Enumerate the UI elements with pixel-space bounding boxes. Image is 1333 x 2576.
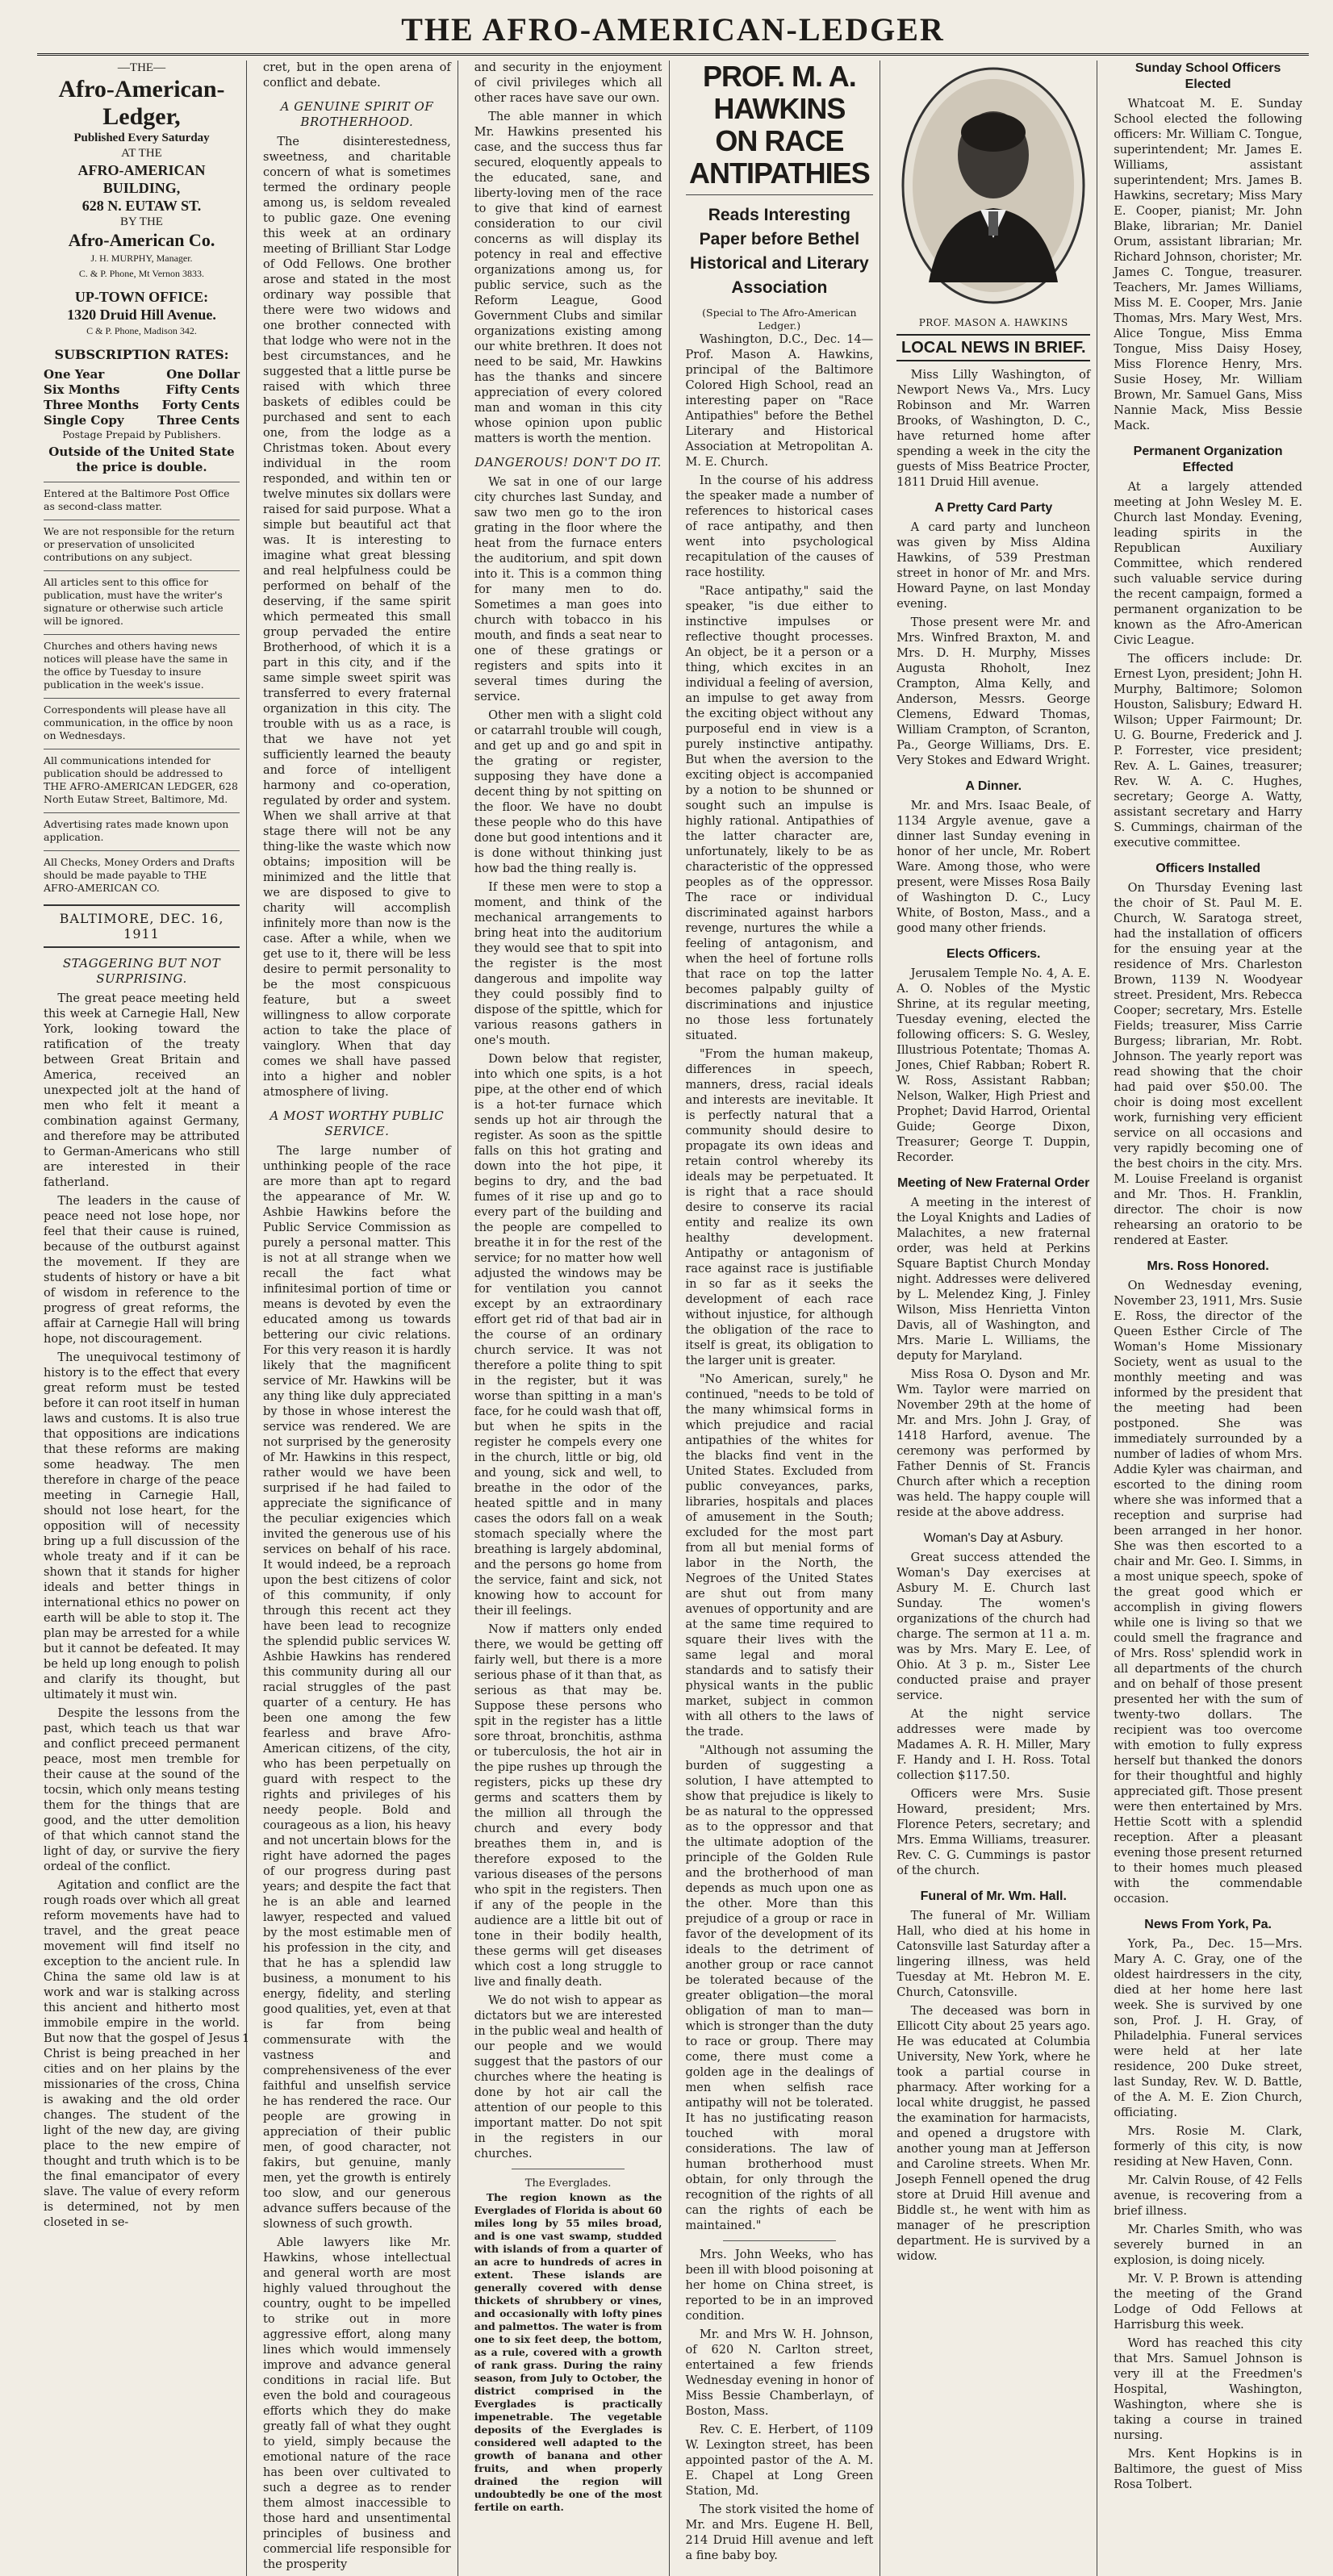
news-paragraph: Those present were Mr. and Mrs. Winfred Braxton, M. and Mrs. D. H. Murphy, Misses Augusta Rhoholt, Inez Crampton, Alma Kelly, and Anderson, Messrs. George Clemens, Edward Thomas, William Crampton, of Scranton, Pa., George Williams, Drs. E. Very Stokes and Edward Wright. xyxy=(896,616,1091,767)
article-paragraph: The great peace meeting held this week at Carnegie Hall, New York, looking toward the ratification of the treaty between Great Britain and America, received an unexpected jolt at the hand of men who felt it meant a combination against Germany, and therefore may be attributed to German-Americans who still are interested in their fatherland. xyxy=(44,992,240,1189)
colophon-street: 628 N. EUTAW ST. xyxy=(81,198,202,214)
outside-note: Outside of the United State the price is double. xyxy=(48,445,235,474)
notice: Correspondents will please have all communication, in the office by noon on Wednesdays. xyxy=(44,698,240,742)
uptown-phone: C & P. Phone, Madison 342. xyxy=(86,325,197,336)
column-2 xyxy=(257,61,458,2576)
columns xyxy=(37,60,1309,2571)
article-paragraph: We sat in one of our large city churches last Sunday, and saw two men go to the iron grating in the floor where the heat from the furnace enters the auditorium, and spit down into it. This is a common thing for many men to do. Sometimes a man goes into church with tobacco in his mouth, and finds a seat near to one of these gratings or registers and spits into it several times during the service. xyxy=(474,476,662,703)
column-1 xyxy=(37,61,247,2576)
entered-note: Entered at the Baltimore Post Office as second-class matter. xyxy=(44,482,240,513)
notice: All articles sent to this office for publication, must have the writer's signature or otherwise such article will be ignored. xyxy=(44,570,240,628)
article-paragraph: Despite the lessons from the past, which teach us that war and conflict preceed permanent peace, most men tremble for their cause at the sound of the tocsin, which only means testing them for the things that are good, and the utter demolition of that which cannot stand the light of day, or survive the fiery ordeal of the conflict. xyxy=(44,1707,240,1873)
news-paragraph: Mr. Calvin Rouse, of 42 Fells avenue, is recovering from a brief illness. xyxy=(1114,2174,1302,2218)
colophon-at: AT THE xyxy=(121,147,162,160)
masthead: THE AFRO-AMERICAN-LEDGER xyxy=(37,11,1309,56)
news-heading: Officers Installed xyxy=(1155,862,1261,875)
article-paragraph: "Although not assuming the burden of suggesting a solution, I have attempted to show that prejudice is likely to be as natural to the oppressed as to the oppressor and that the ultimate adoption of the principle of the Golden Rule and the brotherhood of man depends as much upon one as the other. More than this prejudice of a group or race in favor of the development of its ideals to the detriment of another group or race cannot be tolerated because of the greater obligation—the moral obligation of man to man—which is stronger than the duty to race or group. There may come, there must come a golden age in the dealings of men when selfish race antipathy will not be tolerated. It has no justificating reason touched with moral considerations. The law of human brotherhood must obtain, for only through the recognition of the rights of all can the rights of each be maintained." xyxy=(685,1744,874,2232)
article-paragraph: The able manner in which Mr. Hawkins presented his case, and the success thus far secured, eloquently appeals to the educated, sane, and liberty-loving men of the race to give that kind of earnest consideration to our civil concerns as will display its potency in real and effective organizations among us, for public service, such as the Reform League, Good Government Clubs and similar organizations existing among our white brethren. It does not need to be said, Mr. Hawkins has the thanks and sincere appreciation of every colored man and woman in this city whose opinion upon public matters is worth the mention. xyxy=(474,111,662,445)
news-paragraph: At a largely attended meeting at John Wesley M. E. Church last Monday. Evening, leading spirits in the Republican Auxiliary Committee, which rendered such valuable service during the recent campaign, formed a permanent organization to be known as the Afro-American Civic League. xyxy=(1114,481,1302,647)
news-paragraph: Mr. and Mrs. Isaac Beale, of 1134 Argyle avenue, gave a dinner last Sunday evening in honor of her uncle, Mr. Robert Ware. Among those, who were present, were Misses Rosa Baily of Washington D. C., Lucy White, of Boston, Mass., and a good many other friends. xyxy=(896,800,1091,935)
notice: Advertising rates made known upon application. xyxy=(44,812,240,844)
column-6 xyxy=(1107,61,1309,2576)
news-paragraph: On Wednesday evening, November 23, 1911, Mrs. Susie E. Ross, the director of the Queen Esther Circle of The Woman's Home Missionary Society, went as usual to the monthly meeting and was informed by the president that the meeting had been postponed. She was immediately surrounded by a number of ladies of whom Mrs. Addie Kyler was chairman, and escorted to the dining room where she was informed that a reception and surprise had been arranged in her honor. She was then escorted to a chair and Mr. Geo. I. Simms, in a most unique speech, spoke of the great good which er accomplish in giving flowers while one is living so that we could smell the fragrance and of Mrs. Ross' splendid work in all departments of the church and on behalf of those present presented her with the sum of twenty-two dollars. The recipient was too overcome with emotion to fully express herself but thanked the donors for their thoughtful and highly appreciated gift. Those present were then entertained by Mrs. Hettie Scott with a splendid reception. After a pleasant evening those present returned to their homes much pleased with the commendable occasion. xyxy=(1114,1280,1302,1906)
page-number: 1 xyxy=(242,2032,249,2045)
portrait-icon xyxy=(896,65,1090,307)
colophon-by: BY THE xyxy=(120,215,163,228)
deck-headline: Reads Interesting Paper before Bethel Historical and Literary Association xyxy=(690,206,869,297)
portrait-caption: PROF. MASON A. HAWKINS xyxy=(896,315,1090,336)
news-heading: Meeting of New Fraternal Order xyxy=(897,1176,1090,1190)
column-4 xyxy=(679,61,881,2576)
news-paragraph: York, Pa., Dec. 15—Mrs. Mary A. C. Gray, one of the oldest hairdressers in the city, died at her home here last week. She is survived by one son, Prof. J. H. Gray, of Philadelphia. Funeral services were held at her late residence, 200 Duke street, last Sunday, Rev. W. D. Battle, of the A. M. E. Zion Church, officiating. xyxy=(1114,1938,1302,2119)
article-paragraph: Mr. and Mrs W. H. Johnson, of 620 N. Carlton street, entertained a few friends Wednesday evening in honor of Miss Bessie Chamberlayn, of Boston, Mass. xyxy=(685,2328,874,2418)
news-heading: Permanent Organization Effected xyxy=(1133,445,1283,474)
article-paragraph: "Race antipathy," said the speaker, "is due either to instinctive impulses or reflective thought processes. An object, be it a person or a thing, which excites in an individual a feeling of aversion, an impulse to get away from the exciting object without any purposeful end in view is a purely instinctive antipathy. But when the aversion to the exciting object is accompanied by a notion to be shunned or sought such an impulse is highly rational. Antipathies of the latter character are, unfortunately, likely to be as characteristic of the oppressed peoples as of the oppressor. The race or individual discriminated against harbors revenge, nurtures the while a feeling of antagonism, and when the heel of fortune rolls that race on top the latter becomes palpably guilty of discriminations and injustice no those less fortunately situated. xyxy=(685,585,874,1042)
article-paragraph: Now if matters only ended there, we would be getting off fairly well, but there is a more serious phase of it than that, as serious as that may be. Suppose these persons who spit in the register has a little sore throat, bronchitis, asthma or tuberculosis, the hot air in the pipe rushes up through the registers, picks up these dry germs and scatters them by the million all through the church and every body breathes them in, and is therefore exposed to the various diseases of the persons who spit in the registers. Then if any of the people in the audience are a little bit out of tone in their bodily health, these germs will get diseases which cost a long struggle to live and finally death. xyxy=(474,1623,662,1989)
banner-headline: PROF. M. A. HAWKINS ON RACE ANTIPATHIES xyxy=(686,61,874,195)
article-paragraph: The leaders in the cause of peace need not lose hope, nor feel that their cause is ruined, because of the outburst against the movement. If they are students of history or have a bit of wisdom in reference to the progress of great reforms, the affair at Carnegie Hall will bring hope, not discouragement. xyxy=(44,1195,240,1346)
article-heading: The Everglades. xyxy=(524,2177,612,2190)
article-paragraph: Down below that register, into which one spits, is a hot pipe, at the other end of which is a hot-ter furnace which sends up hot air through the register. As soon as the spittle falls on this hot grating and down into the hot pipe, it begins to dry, and the bad fumes of it rise up and go to every part of the building and the people are compelled to breathe it in for the rest of the service; for no matter how well adjusted the windows may be for ventilation you cannot except by an extraordinary effort get rid of that bad air in the course of an ordinary church service. It was not therefore a polite thing to spit in the register, but it was worse than spitting in a man's face, for he could wash that off, but when he spits in the register he compels every one in the church, little or big, old and young, sick and well, to breathe in the odor of the heated spittle and in many cases the odors fall on a weak stomach specially where the breathing is largely abdominal, and the persons go home from the service, faint and sick, not knowing how to account for their ill feelings. xyxy=(474,1053,662,1618)
rate-row: One Year One Dollar xyxy=(44,367,240,382)
article-heading: DANGEROUS! DON'T DO IT. xyxy=(474,455,662,470)
article-paragraph: Agitation and conflict are the rough roads over which all great reform movements have had to travel, and the great peace movement will find itself no exception to the ancient rule. In China the same old law is at work and war is stalking across this ancient and hitherto most immobile empire in the world. But now that the gospel of Jesus Christ is being preached in her cities and on her plains by the missionaries of the cross, China is awaking and the old order changes. The student of the light of the new day, are giving place to the new empire of thought and truth which is to be the final emancipator of every slave. The value of every reform is determined, not by men closeted in se- xyxy=(44,1879,240,2229)
article-paragraph: We do not wish to appear as dictators but we are interested in the public weal and health of our people and we would suggest that the pastors of our churches where the heating is done by hot air call the attention of our people to this important matter. Do not spit in the registers in our churches. xyxy=(474,1994,662,2161)
news-paragraph: The deceased was born in Ellicott City about 25 years ago. He was educated at Columbia University, New York, where he took a partial course in pharmacy. After working for a local white druggist, he passed the examination for harmacists, and opened a drugstore with another young man at Jefferson and Caroline streets. When Mr. Joseph Fennell opened the drug store at Druid Hill avenue and Biddle st., he went with him as manager of he prescription department. He is survived by a widow. xyxy=(896,2005,1091,2263)
uptown-office: UP-TOWN OFFICE: xyxy=(74,289,209,305)
article-paragraph: The large number of unthinking people of the race are more than apt to regard the appearance of Mr. W. Ashbie Hawkins before the Public Service Commission as purely a personal matter. This is not at all strange when we recall the fact what infinitesimal portion of time or means is devoted by even the educated among us towards bettering our civic relations. For this very reason it is hardly likely that the magnificent service of Mr. Hawkins will be any thing like duly appreciated by those in whose interest the service was rendered. We are not surprised by the generosity of Mr. Hawkins in this respect, rather would we have been surprised if he had failed to appreciate the significance of the peculiar exigencies which invited the generous use of his services on behalf of his race. It would indeed, be a reproach upon the best citizens of color of this community, if only through this recent act they have been lead to recognize the splendid public services W. Ashbie Hawkins has rendered this community during all our racial struggles of the past quarter of a century. He has been one among the few fearless and brave Afro-American citizens, of the city, who has been perpetually on guard with respect to the rights and privileges of his needy people. Bold and courageous as a lion, his heavy and not uncertain blows for the right have adorned the pages of our progress during past years; and despite the fact that he is an able and learned lawyer, respected and valued by the most estimable men of his profession in the city, and that he has a splendid law business, a monument to his energy, fidelity, and sterling good qualities, yet, even at that is far from being commensurate with the vastness and comprehensiveness of the ever faithful and unselfish service he has rendered the race. Our people are growing in appreciation of their public men, of good character, not fakirs, but genuine, manly men, yet the growth is entirely too slow, and our generous advance suffers because of the slowness of such growth. xyxy=(263,1145,451,2231)
notice: All communications intended for publication should be addressed to THE AFRO-AMERICAN LEDGER, 628 North Eutaw Street, Baltimore, Md. xyxy=(44,749,240,806)
colophon-phone: C. & P. Phone, Mt Vernon 3833. xyxy=(78,268,205,279)
article-paragraph: "From the human makeup, differences in speech, manners, dress, racial ideals and interests are inevitable. It is perfectly natural that a community should desire to propagate its own ideas and retain control whereby its ideals may be perpetuated. It is right that a race should desire to conserve its racial entity and realize its own healthy development. Antipathy or antagonism of race against race is justifiable in so far as it seeks the development of each race without injustice, for although the obligation of the race to itself is great, its obligation to the larger unit is greater. xyxy=(685,1048,874,1367)
news-paragraph: Jerusalem Temple No. 4, A. E. A. O. Nobles of the Mystic Shrine, at its regular meeting, Tuesday evening, elected the following officers: S. G. Wesley, Illustrious Potentate; Thomas A. Jones, Chief Rabban; Robert R. W. Ross, Assistant Rabban; Nelson, Walker, High Priest and Prophet; David Harrod, Oriental Guide; George Dixon, Treasurer; George T. Duppin, Recorder. xyxy=(896,967,1091,1164)
portrait-photo xyxy=(896,61,1090,311)
news-paragraph: On Thursday Evening last the choir of St. Paul M. E. Church, W. Saratoga street, had the installation of officers for the ensuing year at the residence of Mrs. Charleston Brown, 1139 N. Woodyear street. President, Mrs. Rebecca Cooper; secretary, Mrs. Estelle Fields; treasurer, Miss Carrie Burgess; librarian, Mr. Robt. Johnson. The yearly report was read showing that the choir had paid over $50.00. The choir is doing most excellent work, furnishing very efficient service on all occasions and very rapidly becoming one of the best choirs in the city. Mrs. M. Louise Freeland is organist and Mr. Thos. H. Franklin, director. The choir is now rehearsing an oratorio to be rendered at Easter. xyxy=(1114,882,1302,1247)
article-heading: A GENUINE SPIRIT OF BROTHERHOOD. xyxy=(280,99,434,129)
article-paragraph: Rev. C. E. Herbert, of 1109 W. Lexington street, has been appointed pastor of the A. M. E. Chapel at Long Green Station, Md. xyxy=(685,2424,874,2498)
dateline: BALTIMORE, DEC. 16, 1911 xyxy=(44,904,240,948)
colophon xyxy=(44,61,240,339)
article-paragraph: Mrs. John Weeks, who has been ill with blood poisoning at her home on China street, is reported to be in an improved condition. xyxy=(685,2248,874,2323)
colophon-published: Published Every Saturday xyxy=(73,132,210,144)
article-paragraph: "No American, surely," he continued, "needs to be told of the many whimsical forms in which prejudice and racial antipathies of the whites for the blacks find vent in the United States. Excluded from public conveyances, parks, libraries, hospitals and places of amusement in the South; excluded for the most part from all but menial forms of labor in the North, the Negroes of the United States are shut out from many avenues of opportunity and are at the same time required to square their lives with the same legal and moral standards and to satisfy their physical wants in the public market, subject in common with all others to the laws of the trade. xyxy=(685,1373,874,1739)
colophon-the: —THE— xyxy=(117,61,166,74)
notice: Churches and others having news notices will please have the same in the office by Tuesday to insure publication in the week's issue. xyxy=(44,634,240,691)
column-5 xyxy=(890,61,1097,2576)
article-paragraph: The disinterestedness, sweetness, and charitable concern of what is sometimes termed the ordinary people among us, is seldom revealed to public gaze. One evening this week at an ordinary meeting of Brilliant Star Lodge of Odd Fellows. One brother arose and stated in the most ordinary way possible that there were two widows and one brother connected with that lodge who were not in the best circumstances, and he suggested that a little purse be raised with which three baskets of edibles could be purchased and sent to each one, from the lodge as a Christmas token. About every individual in the room responded, and within ten or twelve minutes six dollars were raised for said purpose. What a simple but beautiful act that was. It is interesting to imagine what great blessing and real helpfulness could be performed on behalf of the deserving, if the same spirit which permeated this small group pervaded the entire Brotherhood, of which it is a part in this city, and if the same simple sweet spirit was transferred to every fraternal organization in this city. The trouble with us as a race, is that we have not yet sufficiently learned the beauty and force of intelligent harmony and co-operation, regulated by order and system. When we shall arrive at that stage there will not be any thing-like the waste which now obtains; imposition will be minimized and the little that we are disposed to give to charity will accomplish infinitely more than now is the case. After a while, when we get use to it, there will be less desire to permit personality to be the most conspicuous feature, but a sweet willingness to allow corporate action to take the place of vainglory. When that day comes we shall have passed into a higher and nobler atmosphere of living. xyxy=(263,136,451,1099)
section-heading: LOCAL NEWS IN BRIEF. xyxy=(896,340,1090,361)
news-heading: Funeral of Mr. Wm. Hall. xyxy=(920,1889,1067,1903)
article-paragraph: The region known as the Everglades of Florida is about 60 miles long by 55 miles broad, and is one vast swamp, studded with islands of from a quarter of an acre to hundreds of acres in extent. These islands are generally covered with dense thickets of shrubbery or vines, and occasionally with lofty pines and palmettos. The water is from one to six feet deep, the bottom, as a rule, covered with a growth of rank grass. During the rainy season, from July to October, the district comprised in the Everglades is practically impenetrable. The vegetable deposits of the Everglades is considered well adapted to the growth of banana and other fruits, and when properly drained the region will undoubtedly be one of the most fertile on earth. xyxy=(474,2191,662,2513)
news-paragraph: At the night service addresses were made by Madames A. R. H. Miller, Mary F. Handy and I. H. Ross. Total collection $117.50. xyxy=(896,1708,1091,1782)
rate-row: Three Months Forty Cents xyxy=(44,398,240,412)
article-paragraph: The stork visited the home of Mr. and Mrs. Eugene H. Bell, 214 Druid Hill avenue and left a fine baby boy. xyxy=(685,2503,874,2562)
news-paragraph: The officers include: Dr. Ernest Lyon, president; John H. Murphy, Baltimore; Solomon Houston, Salisbury; Edward H. Wilson; Upper Fairmount; Dr. U. G. Bourne, Frederick and J. P. Forrester, vice president; Rev. A. L. Gaines, treasurer; Rev. W. A. C. Hughes, secretary; George A. Watty, assistant secretary and Harry S. Cummings, chairman of the executive committee. xyxy=(1114,653,1302,850)
notice: All Checks, Money Orders and Drafts should be made payable to THE AFRO-AMERICAN CO. xyxy=(44,850,240,895)
article-paragraph: and security in the enjoyment of civil privileges which all other races have save our own. xyxy=(474,61,662,105)
article-paragraph: Washington, D.C., Dec. 14—Prof. Mason A. Hawkins, principal of the Baltimore Colored High School, read an interesting paper on "Race Antipathies" before the Bethel Literary and Historical Association at Metropolitan A. M. E. Church. xyxy=(685,333,874,469)
news-heading: Sunday School Officers Elected xyxy=(1135,61,1281,91)
special-note: (Special to The Afro-American Ledger.) xyxy=(702,307,857,332)
article-paragraph: If these men were to stop a moment, and think of the mechanical arrangements to bring heat into the auditorium they would see that to spit into the register is the most dangerous and impolite way they could possibly find to dispose of the spittle, which for various reasons gathers in one's mouth. xyxy=(474,881,662,1047)
article-paragraph: cret, but in the open arena of conflict and debate. xyxy=(263,61,451,90)
news-paragraph: A meeting in the interest of the Loyal Knights and Ladies of Malachites, a new fraternal order, was held at Perkins Square Baptist Church Monday night. Addresses were delivered by L. Melendez King, J. Finley Wilson, Miss Henrietta Vinton Davis, all of Washington, and Mrs. Marie L. Williams, the deputy for Maryland. xyxy=(896,1196,1091,1363)
news-heading: Woman's Day at Asbury. xyxy=(923,1531,1063,1545)
news-paragraph: Mrs. Rosie M. Clark, formerly of this city, is now residing at New Haven, Conn. xyxy=(1114,2125,1302,2169)
news-paragraph: Miss Lilly Washington, of Newport News Va., Mrs. Lucy Robinson and Mr. Warren Brooks, of Washington, D. C., have returned home after spending a week in the city the guests of Miss Beatrice Procter, 1811 Druid Hill avenue. xyxy=(896,369,1091,489)
colophon-name: Afro-American-Ledger, xyxy=(58,76,225,130)
news-heading: A Pretty Card Party xyxy=(934,501,1053,515)
rate-row: Single Copy Three Cents xyxy=(44,413,240,428)
news-paragraph: A card party and luncheon was given by Miss Aldina Hawkins, of 539 Prestman street in honor of Mr. and Mrs. Howard Payne, on last Monday evening. xyxy=(896,521,1091,611)
notice: We are not responsible for the return or preservation of unsolicited contributions on any subject. xyxy=(44,520,240,564)
article-heading: A MOST WORTHY PUBLIC SERVICE. xyxy=(270,1108,445,1138)
article-heading: STAGGERING BUT NOT SURPRISING. xyxy=(62,956,221,986)
column-3 xyxy=(468,61,670,2576)
news-paragraph: Great success attended the Woman's Day exercises at Asbury M. E. Church last Sunday. The women's organizations of the church had charge. The sermon at 11 a. m. was by Mrs. Mary E. Lee, of Ohio. At 3 p. m., Sister Lee conducted praise and prayer service. xyxy=(896,1551,1091,1702)
uptown-address: 1320 Druid Hill Avenue. xyxy=(67,307,216,323)
news-paragraph: Mrs. Kent Hopkins is in Baltimore, the guest of Miss Rosa Tolbert. xyxy=(1114,2448,1302,2491)
news-heading: Elects Officers. xyxy=(946,947,1041,961)
colophon-manager: J. H. MURPHY, Manager. xyxy=(90,253,193,264)
colophon-building: AFRO-AMERICAN BUILDING, xyxy=(77,162,206,196)
news-paragraph: Officers were Mrs. Susie Howard, president; Mrs. Florence Peters, secretary; and Mrs. Emma Williams, treasurer. Rev. C. G. Cummings is pastor of the church. xyxy=(896,1788,1091,1877)
rates-title: SUBSCRIPTION RATES: xyxy=(54,347,229,362)
news-paragraph: Whatcoat M. E. Sunday School elected the following officers: Mr. William C. Tongue, superintendent; Mr. James E. Williams, assistant superintendent; Mrs. James B. Hawkins, secretary; Miss Mary E. Cooper, pianist; Mr. John Blake, librarian; Mr. Daniel Orum, assistant librarian; Mr. Richard Johnson, chorister; Mr. James C. Tongue, treasurer. Teachers, Mr. James Williams, Miss M. E. Cooper, Mrs. Janie Thomas, Mrs. Mary West, Mrs. Alice Tongue, Miss Emma Tongue, Miss Daisy Hosey, Miss Florence Henry, Mrs. Susie Hosey, Mr. William Brown, Mr. Samuel Gans, Miss Nannie Mack, Miss Bessie Mack. xyxy=(1114,98,1302,432)
news-paragraph: Word has reached this city that Mrs. Samuel Johnson is very ill at the Freedmen's Hospital, Washington, Washington, where she is taking a course in trained nursing. xyxy=(1114,2337,1302,2442)
article-paragraph: Other men with a slight cold or catarrahl trouble will cough, and get up and go and spit in the grating or register, supposing they have done a decent thing by not spitting on the floor. We have no doubt these people who do this have done but good intentions and it is done without thinking just how bad the thing really is. xyxy=(474,709,662,875)
news-paragraph: Miss Rosa O. Dyson and Mr. Wm. Taylor were married on November 29th at the home of Mr. and Mrs. John J. Gray, of 1418 Harford, avenue. The ceremony was performed by Father Dennis of St. Francis Church after which a reception was held. The happy couple will reside at the above address. xyxy=(896,1368,1091,1519)
news-paragraph: The funeral of Mr. William Hall, who died at his home in Catonsville last Saturday after a lingering illness, was held Tuesday at Mt. Hebron M. E. Church, Catonsville. xyxy=(896,1910,1091,1999)
article-paragraph: Able lawyers like Mr. Hawkins, whose intellectual and general worth are most highly valued throughout the country, ought to be impelled to strike out in more aggressive effort, along many lines which would immensely improve and advance general conditions in racial life. But even the bold and courageous efforts which they do make greatly fall of what they ought to yield, simply because the emotional nature of the race has been over cultivated to such a degree as to render them almost inaccessible to those hard and unsentimental principles of business and commercial life responsible for the prosperity xyxy=(263,2236,451,2571)
rate-row: Six Months Fifty Cents xyxy=(44,382,240,397)
postage-note: Postage Prepaid by Publishers. xyxy=(62,428,221,440)
article-paragraph: In the course of his address the speaker made a number of references to historical cases of race antipathy, and then went into psychological recapitulation of the causes of race hostility. xyxy=(685,474,874,579)
divider xyxy=(723,2240,836,2241)
news-paragraph: Mr. V. P. Brown is attending the meeting of the Grand Lodge of Odd Fellows at Harrisburg this week. xyxy=(1114,2273,1302,2332)
news-heading: A Dinner. xyxy=(965,779,1022,793)
article-paragraph: The unequivocal testimony of history is to the effect that every great reform must be tested before it can root itself in human laws and customs. It is also true that oppositions are indications that these reforms are making some headway. The men therefore in charge of the peace meeting in Carnegie Hall, should not lose heart, for the opposition will of necessity bring up a full discussion of the whole treaty and if it can be shown that it stands for higher ideals and better things in international ethics no power on earth will be able to stop it. The plan may be arrested for a while but it cannot be defeated. It may be held up long enough to polish and clarify its thought, but ultimately it must win. xyxy=(44,1351,240,1701)
news-heading: Mrs. Ross Honored. xyxy=(1147,1259,1269,1273)
colophon-company: Afro-American Co. xyxy=(68,230,215,250)
news-paragraph: Mr. Charles Smith, who was severely burned in an explosion, is doing nicely. xyxy=(1114,2223,1302,2267)
news-heading: News From York, Pa. xyxy=(1144,1918,1272,1931)
